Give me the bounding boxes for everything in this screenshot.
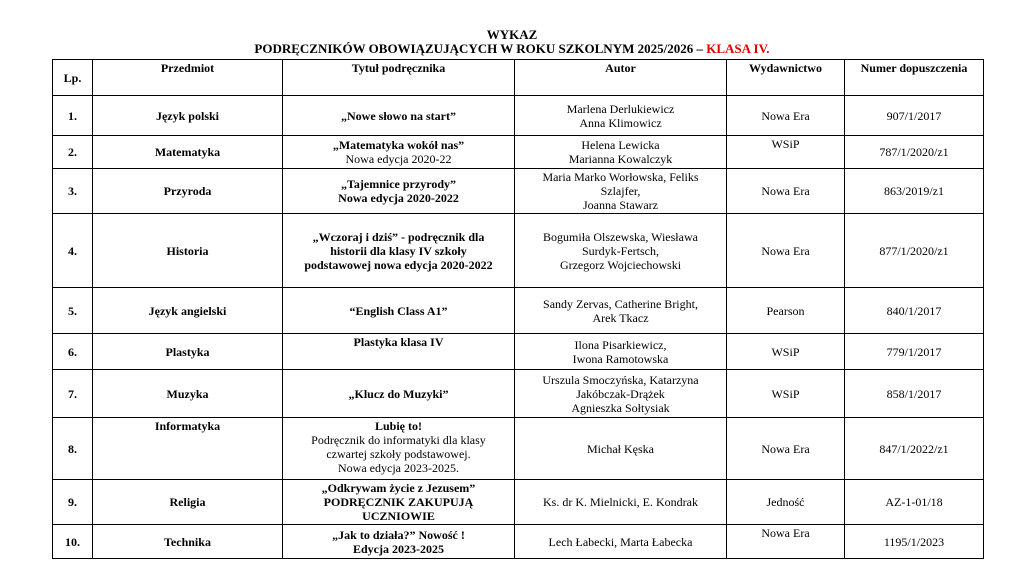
row-author [515,169,727,214]
title-line: Lubię to! [374,419,422,433]
row-title [283,334,515,370]
row-subject: Plastyka [93,334,283,370]
title-line: „Nowe słowo na start” [341,108,456,123]
row-publisher: Nowa Era [727,169,845,214]
row-lp: 1. [53,96,93,136]
title-line: “English Class A1” [349,303,448,318]
row-publisher: WSiP [727,334,845,370]
header-author: Autor [515,60,727,96]
row-subject: Religia [93,480,283,525]
row-lp: 3. [53,169,93,214]
table-row [53,418,984,480]
row-subject: Muzyka [93,370,283,418]
row-author [515,288,727,334]
author-line: Grzegorz Wojciechowski [559,257,682,272]
row-publisher: WSiP [727,136,845,169]
author-line: Marianna Kowalczyk [568,152,673,166]
author-line: Lech Łabecki, Marta Łabecka [548,534,693,549]
textbook-table [52,59,984,559]
row-subject: Język angielski [93,288,283,334]
table-row [53,525,984,559]
row-number: 1195/1/2023 [845,525,984,559]
row-author [515,136,727,169]
author-line: Ilona Pisarkiewicz, [574,337,667,352]
row-title [283,136,515,169]
row-author [515,370,727,418]
row-publisher: WSiP [727,370,845,418]
row-title [283,214,515,288]
row-author [515,214,727,288]
author-line: Ks. dr K. Mielnicki, E. Kondrak [543,495,698,509]
row-subject: Technika [93,525,283,559]
table-row [53,96,984,136]
class-label: KLASA IV. [706,41,770,56]
row-publisher: Pearson [727,288,845,334]
author-line: Michał Kęska [587,441,654,456]
row-subject: Przyroda [93,169,283,214]
table-row [53,136,984,169]
author-line: Marlena Derlukiewicz [566,101,675,116]
title-line: „Odkrywam życie z Jezusem” [321,481,476,495]
row-number: 907/1/2017 [845,96,984,136]
row-title [283,288,515,334]
author-line: Maria Marko Worłowska, Feliks [542,170,699,184]
table-header-row [53,60,984,96]
title-line: Edycja 2023-2025 [353,541,444,556]
author-line: Agnieszka Sołtysiak [571,400,670,415]
row-lp: 9. [53,480,93,525]
row-number: 840/1/2017 [845,288,984,334]
author-line: Urszula Smoczyńska, Katarzyna [542,372,699,387]
row-title [283,370,515,418]
subtitle-text: PODRĘCZNIKÓW OBOWIĄZUJĄCYCH W ROKU SZKOLNYM 2025/2026 – [254,41,707,56]
title-line: „Jak to działa?” Nowość ! [332,527,465,542]
row-author [515,96,727,136]
row-number: 787/1/2020/z1 [845,136,984,169]
table-body [53,96,984,559]
title-line: „Klucz do Muzyki” [348,386,449,401]
author-line: Jakóbczak-Drążek [576,386,665,401]
table-row [53,214,984,288]
row-title [283,169,515,214]
title-line: historii dla klasy IV szkoły [330,243,467,258]
author-line: Bogumiła Olszewska, Wiesława [543,229,698,244]
author-line: Anna Klimowicz [579,115,662,130]
table-row [53,334,984,370]
row-subject: Matematyka [93,136,283,169]
table-row [53,169,984,214]
table-row [53,370,984,418]
document-title: WYKAZ [486,27,538,42]
row-lp: 6. [53,334,93,370]
title-line: podstawowej nowa edycja 2020-2022 [304,257,493,272]
title-line: Podręcznik do informatyki dla klasy [311,433,486,447]
header-number: Numer dopuszczenia [845,60,984,96]
row-number: 863/2019/z1 [845,169,984,214]
row-author [515,480,727,525]
row-lp: 10. [53,525,93,559]
row-title [283,525,515,559]
header-publisher: Wydawnictwo [727,60,845,96]
header-title: Tytuł podręcznika [283,60,515,96]
table-row [53,480,984,525]
author-line: Surdyk-Fertsch, [582,243,659,258]
author-line: Arek Tkacz [592,310,649,325]
title-line: Nowa edycja 2020-22 [345,152,452,166]
title-line: czwartej szkoły podstawowej. [326,447,471,461]
row-number: AZ-1-01/18 [845,480,984,525]
row-lp: 2. [53,136,93,169]
title-line: UCZNIOWIE [362,509,435,523]
author-line: Sandy Zervas, Catherine Bright, [543,296,698,311]
author-line: Helena Lewicka [581,138,660,152]
row-publisher: Nowa Era [727,418,845,480]
row-subject: Język polski [93,96,283,136]
title-line: „Matematyka wokół nas” [332,138,465,152]
row-publisher: Jedność [727,480,845,525]
row-lp: 4. [53,214,93,288]
table-row [53,288,984,334]
author-line: Iwona Ramotowska [572,351,669,366]
row-publisher: Nowa Era [727,525,845,559]
document-subtitle [0,42,1024,55]
row-number: 779/1/2017 [845,334,984,370]
header-subject: Przedmiot [93,60,283,96]
title-line: Plastyka klasa IV [353,335,444,349]
author-line: Szlajfer, [600,184,641,198]
row-publisher: Nowa Era [727,96,845,136]
row-title [283,480,515,525]
row-number: 847/1/2022/z1 [845,418,984,480]
row-number: 877/1/2020/z1 [845,214,984,288]
title-line: Nowa edycja 2023-2025. [338,461,459,475]
row-lp: 7. [53,370,93,418]
row-subject: Informatyka [93,418,283,480]
row-author [515,334,727,370]
title-line: PODRĘCZNIK ZAKUPUJĄ [323,495,474,509]
row-lp: 8. [53,418,93,480]
row-lp: 5. [53,288,93,334]
title-line: Nowa edycja 2020-2022 [338,191,459,205]
title-line: „Tajemnice przyrody” [341,177,456,191]
row-title [283,418,515,480]
row-subject: Historia [93,214,283,288]
row-title [283,96,515,136]
row-author [515,418,727,480]
row-number: 858/1/2017 [845,370,984,418]
row-author [515,525,727,559]
header-lp: Lp. [53,60,93,96]
author-line: Joanna Stawarz [583,198,658,212]
title-line: „Wczoraj i dziś” - podręcznik dla [312,229,485,244]
row-publisher: Nowa Era [727,214,845,288]
